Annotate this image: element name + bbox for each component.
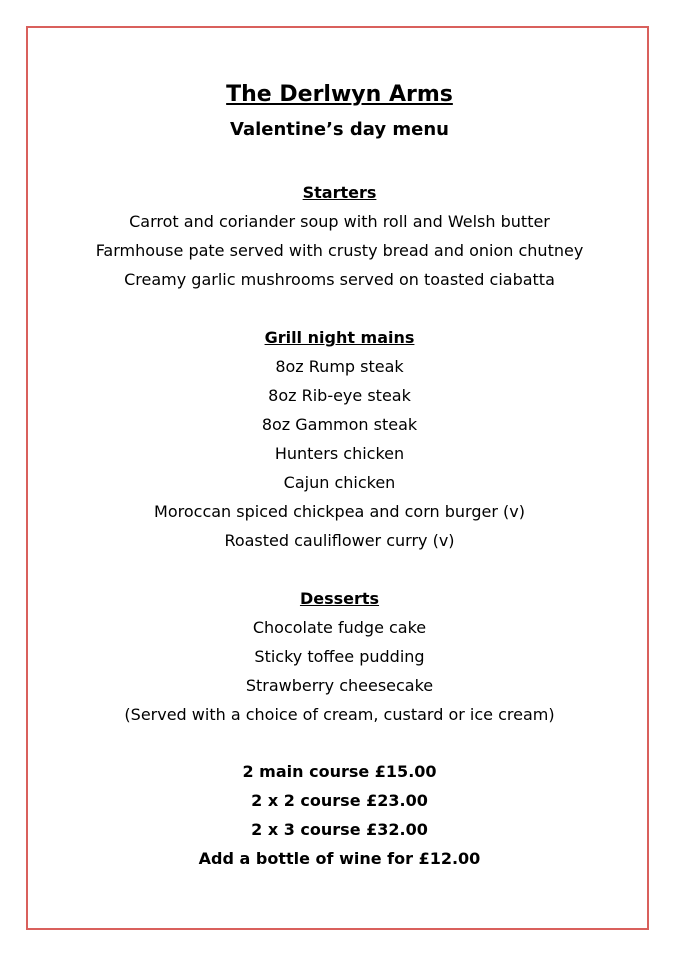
menu-item: 8oz Rib-eye steak bbox=[268, 386, 411, 405]
mains-section bbox=[26, 323, 653, 555]
price-line: 2 main course £15.00 bbox=[242, 762, 437, 781]
prices-section bbox=[26, 757, 653, 873]
menu-item: Chocolate fudge cake bbox=[252, 618, 427, 637]
starters-section bbox=[26, 178, 653, 294]
menu-item: Roasted cauliflower curry (v) bbox=[224, 531, 455, 550]
desserts-section bbox=[26, 584, 653, 729]
price-line: 2 x 2 course £23.00 bbox=[251, 791, 428, 810]
menu-item: Sticky toffee pudding bbox=[254, 647, 425, 666]
menu-item: Moroccan spiced chickpea and corn burger (v) bbox=[154, 502, 525, 521]
menu-title: The Derlwyn Arms bbox=[226, 82, 453, 107]
menu-item: Farmhouse pate served with crusty bread and onion chutney bbox=[95, 241, 584, 260]
menu-item: Hunters chicken bbox=[274, 444, 405, 463]
starters-heading: Starters bbox=[302, 183, 377, 202]
price-line: Add a bottle of wine for £12.00 bbox=[198, 849, 481, 868]
menu-item: Strawberry cheesecake bbox=[245, 676, 434, 695]
menu-item: Creamy garlic mushrooms served on toasted ciabatta bbox=[124, 270, 555, 289]
price-line: 2 x 3 course £32.00 bbox=[251, 820, 428, 839]
menu-item: Carrot and coriander soup with roll and Welsh butter bbox=[129, 212, 550, 231]
desserts-note: (Served with a choice of cream, custard or ice cream) bbox=[124, 705, 555, 724]
menu-item: 8oz Gammon steak bbox=[261, 415, 418, 434]
menu-item: Cajun chicken bbox=[283, 473, 396, 492]
desserts-heading: Desserts bbox=[299, 589, 380, 608]
menu-subtitle: Valentine’s day menu bbox=[230, 119, 449, 140]
menu-item: 8oz Rump steak bbox=[275, 357, 404, 376]
mains-heading: Grill night mains bbox=[264, 328, 415, 347]
